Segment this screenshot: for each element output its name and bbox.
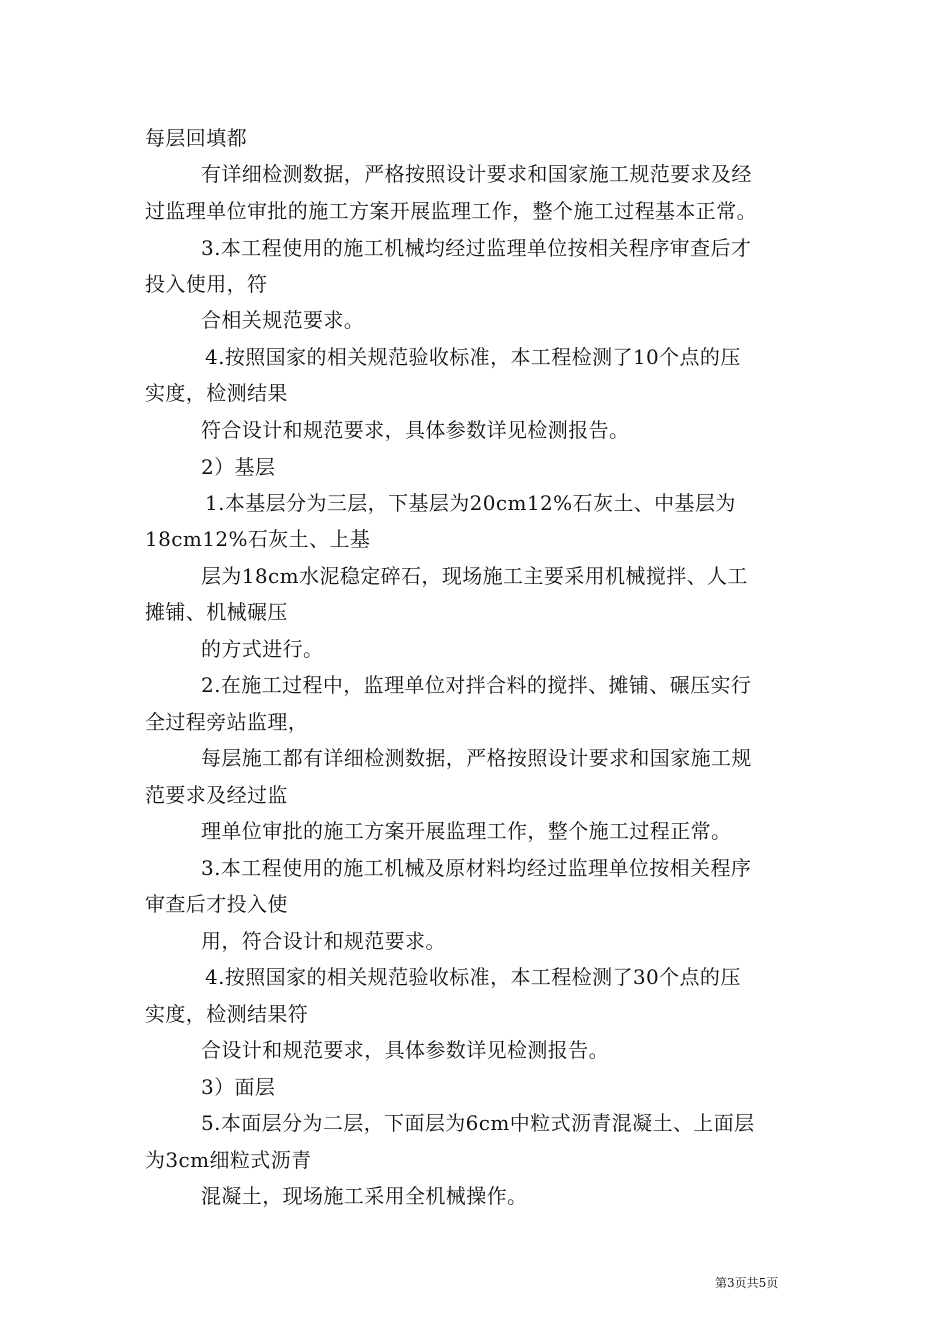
- text-line: 3.本工程使用的施工机械及原材料均经过监理单位按相关程序: [201, 856, 752, 880]
- text-line: 3.本工程使用的施工机械均经过监理单位按相关程序审查后才: [201, 236, 752, 260]
- section-heading: 3）面层: [201, 1075, 276, 1099]
- text-line: 每层施工都有详细检测数据，严格按照设计要求和国家施工规: [201, 746, 752, 770]
- text-line: 全过程旁站监理，: [145, 710, 309, 734]
- text-line: 用，符合设计和规范要求。: [201, 929, 446, 953]
- text-line: 过监理单位审批的施工方案开展监理工作，整个施工过程基本正常。: [145, 199, 757, 223]
- text-line: 理单位审批的施工方案开展监理工作，整个施工过程正常。: [201, 819, 732, 843]
- text-line: 实度，检测结果符: [145, 1002, 309, 1026]
- text-line: 实度，检测结果: [145, 381, 288, 405]
- text-line: 层为18cm水泥稳定碎石，现场施工主要采用机械搅拌、人工: [201, 564, 748, 588]
- text-line: 5.本面层分为二层，下面层为6cm中粒式沥青混凝土、上面层: [201, 1111, 755, 1135]
- text-line: 4.按照国家的相关规范验收标准，本工程检测了10个点的压: [205, 345, 741, 369]
- text-line: 投入使用，符: [145, 272, 268, 296]
- text-line: 1.本基层分为三层，下基层为20cm12%石灰土、中基层为: [205, 491, 736, 515]
- text-line: 范要求及经过监: [145, 783, 288, 807]
- text-line: 的方式进行。: [201, 637, 324, 661]
- text-line: 合相关规范要求。: [201, 308, 365, 332]
- text-line: 每层回填都: [145, 126, 247, 150]
- text-line: 混凝土，现场施工采用全机械操作。: [201, 1184, 528, 1208]
- page-number: 第3页共5页: [715, 1276, 779, 1290]
- text-line: 符合设计和规范要求，具体参数详见检测报告。: [201, 418, 630, 442]
- text-line: 审查后才投入使: [145, 892, 288, 916]
- text-line: 合设计和规范要求，具体参数详见检测报告。: [201, 1038, 609, 1062]
- text-line: 为3cm细粒式沥青: [145, 1148, 312, 1172]
- text-line: 摊铺、机械碾压: [145, 600, 288, 624]
- text-line: 有详细检测数据，严格按照设计要求和国家施工规范要求及经: [201, 162, 752, 186]
- text-line: 4.按照国家的相关规范验收标准，本工程检测了30个点的压: [205, 965, 741, 989]
- section-heading: 2）基层: [201, 455, 276, 479]
- text-line: 18cm12%石灰土、上基: [145, 527, 371, 551]
- text-line: 2.在施工过程中，监理单位对拌合料的搅拌、摊铺、碾压实行: [201, 673, 752, 697]
